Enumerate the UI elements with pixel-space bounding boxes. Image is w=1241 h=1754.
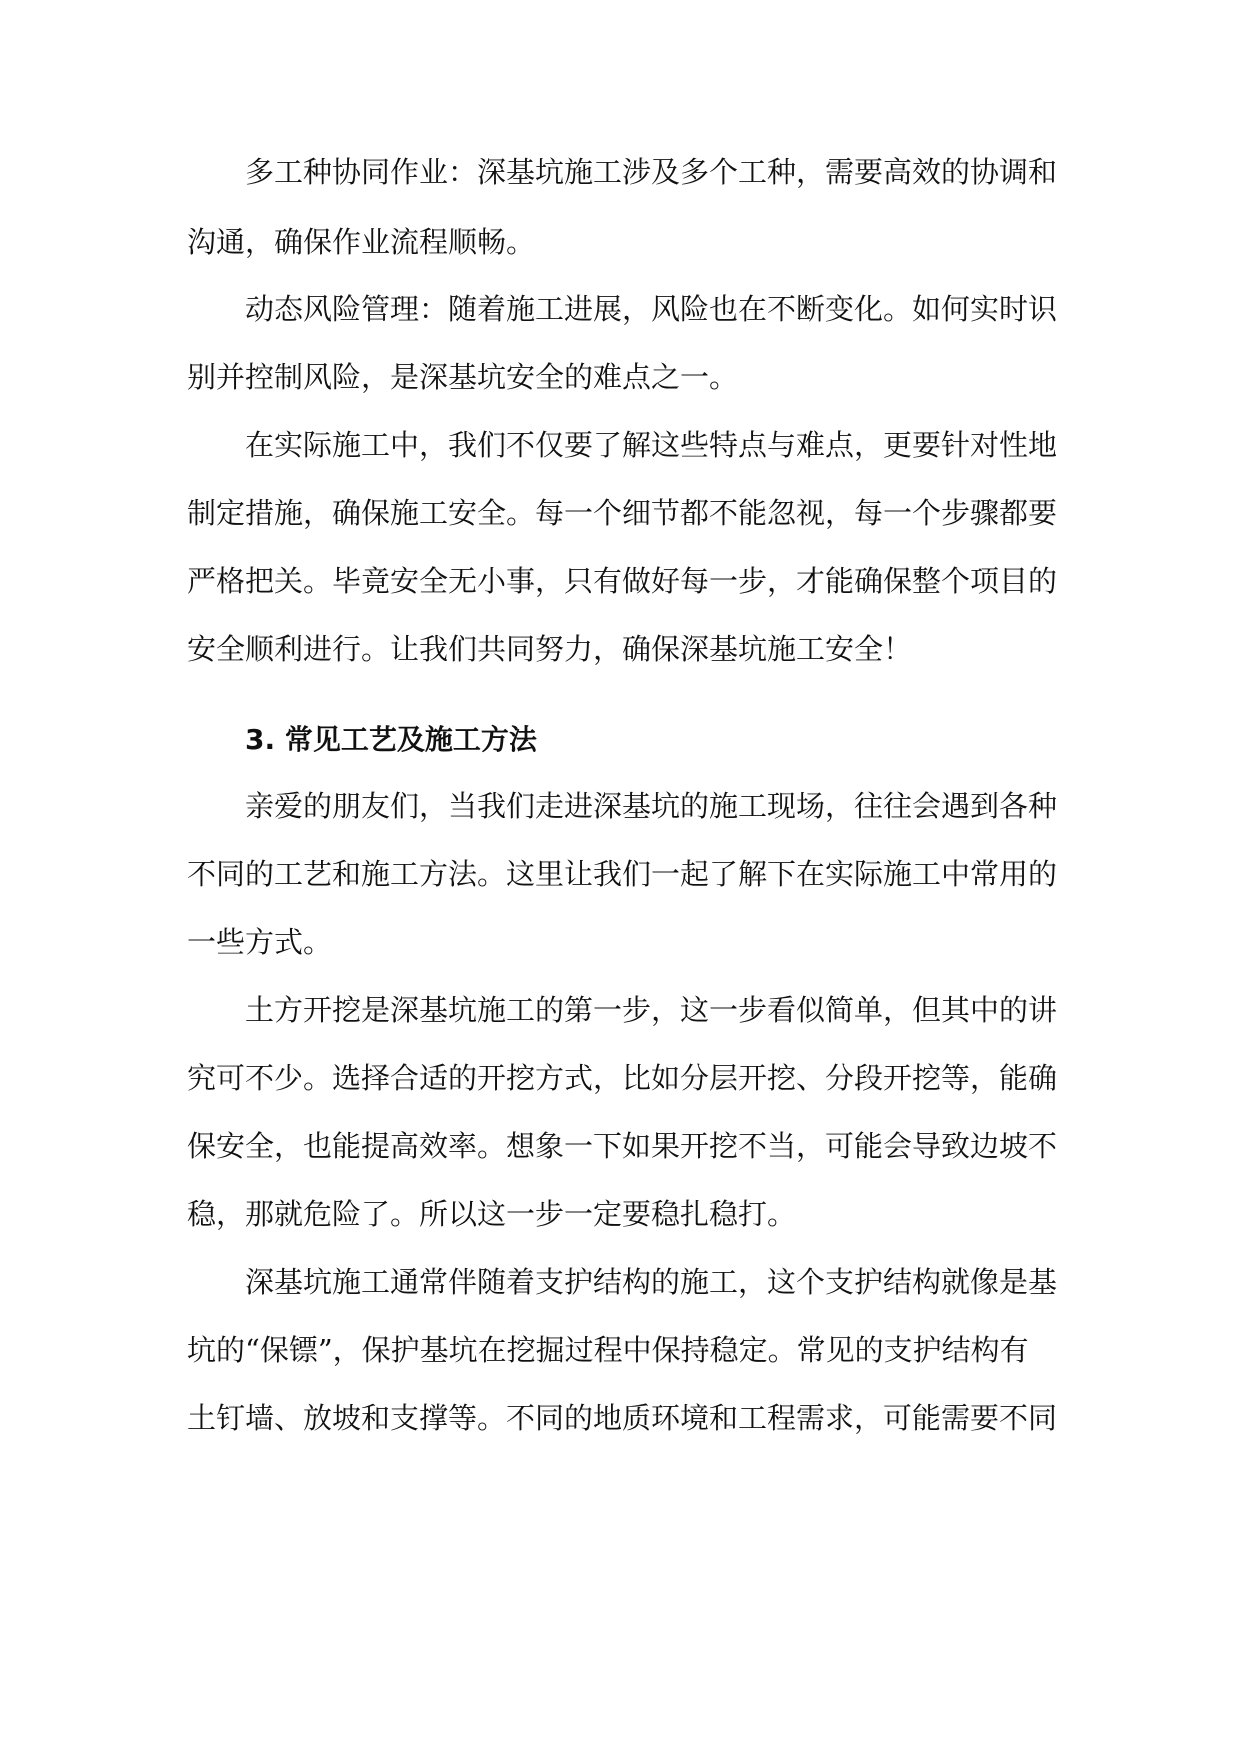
paragraph-line: 别并控制风险，是深基坑安全的难点之一。	[187, 360, 739, 394]
paragraph-line: 一些方式。	[187, 925, 333, 959]
paragraph-line: 安全顺利进行。让我们共同努力，确保深基坑施工安全！	[187, 632, 913, 666]
paragraph-line: 土方开挖是深基坑施工的第一步，这一步看似简单，但其中的讲	[245, 993, 1058, 1027]
paragraph-line: 稳，那就危险了。所以这一步一定要稳扎稳打。	[187, 1197, 797, 1231]
paragraph-line: 深基坑施工通常伴随着支护结构的施工，这个支护结构就像是基	[245, 1265, 1058, 1299]
paragraph-line: 坑的“保镖”，保护基坑在挖掘过程中保持稳定。常见的支护结构有	[187, 1333, 1029, 1367]
paragraph-line: 究可不少。选择合适的开挖方式，比如分层开挖、分段开挖等，能确	[187, 1061, 1058, 1095]
paragraph-line: 在实际施工中，我们不仅要了解这些特点与难点，更要针对性地	[245, 428, 1058, 462]
paragraph-line: 亲爱的朋友们，当我们走进深基坑的施工现场，往往会遇到各种	[245, 789, 1058, 823]
paragraph-line: 多工种协同作业：深基坑施工涉及多个工种，需要高效的协调和	[245, 155, 1058, 189]
paragraph-line: 严格把关。毕竟安全无小事，只有做好每一步，才能确保整个项目的	[187, 564, 1058, 598]
paragraph-line: 不同的工艺和施工方法。这里让我们一起了解下在实际施工中常用的	[187, 857, 1058, 891]
paragraph-line: 土钉墙、放坡和支撑等。不同的地质环境和工程需求，可能需要不同	[187, 1401, 1058, 1435]
paragraph-line: 动态风险管理：随着施工进展，风险也在不断变化。如何实时识	[245, 292, 1058, 326]
paragraph-line: 沟通，确保作业流程顺畅。	[187, 225, 536, 259]
paragraph-line: 制定措施，确保施工安全。每一个细节都不能忽视，每一个步骤都要	[187, 496, 1058, 530]
paragraph-line: 保安全，也能提高效率。想象一下如果开挖不当，可能会导致边坡不	[187, 1129, 1058, 1163]
section-heading: 3. 常见工艺及施工方法	[245, 723, 537, 756]
